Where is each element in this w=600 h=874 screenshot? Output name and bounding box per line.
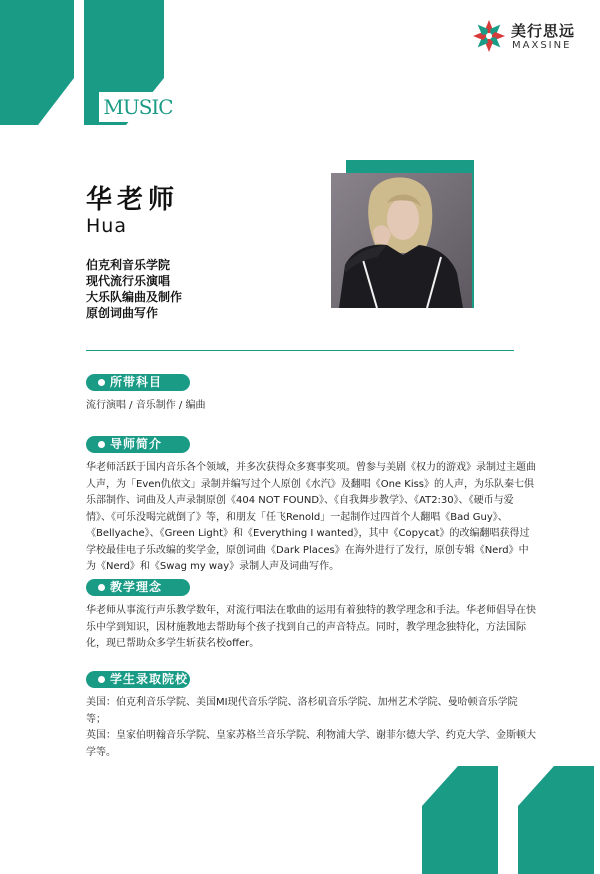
subjects-text — [86, 398, 536, 415]
music-badge: MUSIC — [99, 92, 177, 122]
close-quote-icon — [418, 766, 600, 874]
bullet-dot-icon — [98, 441, 105, 448]
intro-text — [86, 460, 536, 576]
intro-paragraph: 华老师活跃于国内音乐各个领域，并多次获得众多赛事奖项。曾参与美剧《权力的游戏》录制过主题曲人声，为「Even仇依文」录制并编写过个人原创《水汽》及翻唱《One Kiss》的人声，为乐队秦七俱乐部制作、词曲及人声录制原创《404 NOT FOUND》、《自我舞步教学》、《AT2:30》、《硬币与爱情》、《可乐没喝完就倒了》等，和朋友「任飞Renold」一起制作过四首个人翻唱《Bad Guy》、《Bellyache》、《Green Light》和《Everything I wanted》，其中《Copycat》的改编翻唱获得过学校最佳电子乐改编的奖学金，原创词曲《Dark Places》在海外进行了发行，原创专辑《Nerd》中为《Nerd》和《Swag my way》录制人声及词曲写作。 — [86, 462, 536, 572]
brand-name-cn: 美行思远 — [511, 22, 576, 40]
teacher-portrait — [331, 173, 472, 308]
section-title: 教学理念 — [110, 580, 163, 594]
philosophy-text — [86, 603, 536, 653]
section-title: 学生录取院校 — [110, 672, 189, 686]
admissions-text — [86, 695, 536, 761]
section-divider — [86, 350, 514, 351]
teacher-name-en: Hua — [86, 215, 127, 237]
credential-item: 现代流行乐演唱 — [86, 274, 171, 288]
flower-logo-icon — [471, 18, 507, 54]
credential-item: 大乐队编曲及制作 — [86, 290, 183, 304]
portrait-illustration — [331, 173, 472, 308]
credential-item: 伯克利音乐学院 — [86, 258, 171, 272]
credential-item: 原创词曲写作 — [86, 306, 159, 320]
subjects-paragraph: 流行演唱 / 音乐制作 / 编曲 — [86, 400, 206, 411]
teacher-name-cn: 华老师 — [86, 185, 180, 215]
bullet-dot-icon — [98, 379, 105, 386]
philosophy-paragraph: 华老师从事流行声乐教学数年，对流行唱法在歌曲的运用有着独特的教学理念和手法。华老师倡导在快乐中学到知识，因材施教地去帮助每个孩子找到自己的声音特点。同时，教学理念独特化，方法国际化，现已帮助众多学生斩获名校offer。 — [86, 605, 536, 649]
bullet-dot-icon — [98, 584, 105, 591]
admissions-us: 美国：伯克利音乐学院、美国MI现代音乐学院、洛杉矶音乐学院、加州艺术学院、曼哈顿音乐学院等； — [86, 697, 518, 725]
bullet-dot-icon — [98, 676, 105, 683]
section-title: 所带科目 — [110, 375, 163, 389]
brand-name-en: MAXSINE — [512, 40, 572, 51]
section-title: 导师简介 — [110, 437, 163, 451]
admissions-uk: 英国：皇家伯明翰音乐学院、皇家苏格兰音乐学院、利物浦大学、谢菲尔德大学、约克大学、金斯顿大学等。 — [86, 730, 536, 758]
credentials-list — [86, 257, 182, 321]
brand-logo — [471, 16, 591, 56]
